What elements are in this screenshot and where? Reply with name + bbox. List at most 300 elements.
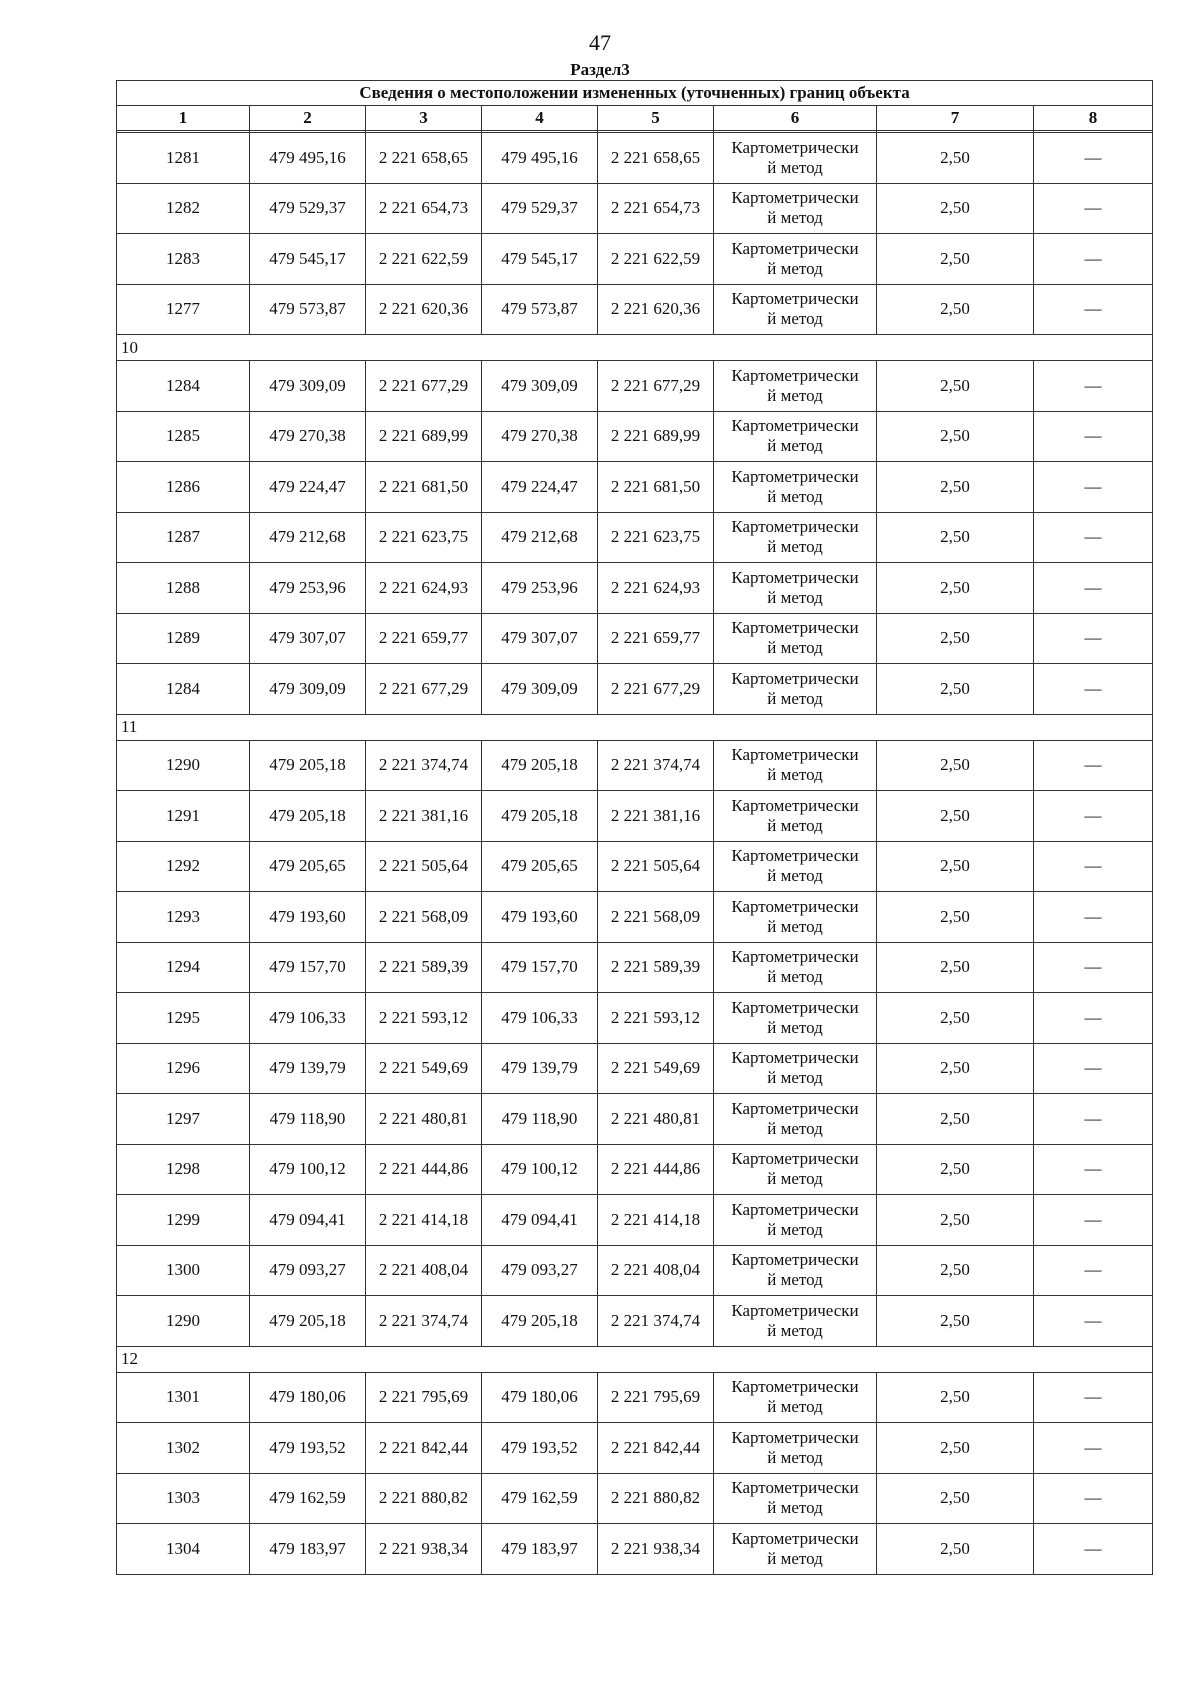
accuracy-cell: 2,50 [877, 1372, 1034, 1423]
note-cell: — [1034, 1195, 1153, 1246]
y-new-cell: 2 221 658,65 [598, 133, 714, 184]
y-old-cell: 2 221 677,29 [366, 361, 482, 412]
method-cell [714, 411, 877, 462]
method-text: й метод [767, 486, 823, 506]
method-cell [714, 1423, 877, 1474]
point-number-cell: 1289 [117, 613, 250, 664]
point-number-cell: 1286 [117, 462, 250, 513]
note-cell: — [1034, 1144, 1153, 1195]
method-text: Картометрически [731, 416, 859, 436]
point-number-cell: 1290 [117, 1296, 250, 1347]
y-new-cell: 2 221 795,69 [598, 1372, 714, 1423]
method-cell [714, 1473, 877, 1524]
y-old-cell: 2 221 677,29 [366, 664, 482, 715]
x-new-cell: 479 224,47 [482, 462, 598, 513]
x-new-cell: 479 205,18 [482, 1296, 598, 1347]
method-text: Картометрически [731, 896, 859, 916]
note-cell: — [1034, 664, 1153, 715]
x-new-cell: 479 205,18 [482, 740, 598, 791]
x-new-cell: 479 100,12 [482, 1144, 598, 1195]
table-row [117, 1094, 1153, 1145]
y-old-cell: 2 221 624,93 [366, 563, 482, 614]
group-row [117, 335, 1153, 361]
x-old-cell: 479 093,27 [250, 1245, 366, 1296]
x-old-cell: 479 193,60 [250, 892, 366, 943]
method-text: Картометрически [731, 745, 859, 765]
method-text: Картометрически [731, 238, 859, 258]
table-row [117, 1195, 1153, 1246]
note-cell: — [1034, 1043, 1153, 1094]
method-cell [714, 1245, 877, 1296]
accuracy-cell: 2,50 [877, 183, 1034, 234]
accuracy-cell: 2,50 [877, 1473, 1034, 1524]
x-new-cell: 479 162,59 [482, 1473, 598, 1524]
table-row [117, 1296, 1153, 1347]
point-number-cell: 1293 [117, 892, 250, 943]
method-cell [714, 841, 877, 892]
point-number-cell: 1302 [117, 1423, 250, 1474]
note-cell: — [1034, 1296, 1153, 1347]
y-new-cell: 2 221 681,50 [598, 462, 714, 513]
y-old-cell: 2 221 381,16 [366, 791, 482, 842]
y-new-cell: 2 221 480,81 [598, 1094, 714, 1145]
y-new-cell: 2 221 374,74 [598, 1296, 714, 1347]
point-number-cell: 1304 [117, 1524, 250, 1575]
x-old-cell: 479 205,18 [250, 740, 366, 791]
method-cell [714, 462, 877, 513]
y-new-cell: 2 221 408,04 [598, 1245, 714, 1296]
x-old-cell: 479 205,18 [250, 791, 366, 842]
method-text: й метод [767, 1320, 823, 1340]
point-number-cell: 1297 [117, 1094, 250, 1145]
y-new-cell: 2 221 414,18 [598, 1195, 714, 1246]
y-old-cell: 2 221 444,86 [366, 1144, 482, 1195]
y-new-cell: 2 221 842,44 [598, 1423, 714, 1474]
x-new-cell: 479 094,41 [482, 1195, 598, 1246]
x-new-cell: 479 307,07 [482, 613, 598, 664]
note-cell: — [1034, 563, 1153, 614]
accuracy-cell: 2,50 [877, 563, 1034, 614]
y-old-cell: 2 221 659,77 [366, 613, 482, 664]
note-cell: — [1034, 791, 1153, 842]
table-row [117, 1524, 1153, 1575]
y-new-cell: 2 221 938,34 [598, 1524, 714, 1575]
y-old-cell: 2 221 938,34 [366, 1524, 482, 1575]
accuracy-cell: 2,50 [877, 512, 1034, 563]
y-old-cell: 2 221 622,59 [366, 234, 482, 285]
method-cell [714, 284, 877, 335]
x-new-cell: 479 270,38 [482, 411, 598, 462]
column-numbers-row [117, 106, 1153, 131]
y-new-cell: 2 221 659,77 [598, 613, 714, 664]
x-old-cell: 479 183,97 [250, 1524, 366, 1575]
accuracy-cell: 2,50 [877, 361, 1034, 412]
y-new-cell: 2 221 677,29 [598, 361, 714, 412]
method-text: Картометрически [731, 1427, 859, 1447]
method-text: Картометрически [731, 947, 859, 967]
table-row [117, 1372, 1153, 1423]
method-text: й метод [767, 1270, 823, 1290]
x-new-cell: 479 253,96 [482, 563, 598, 614]
accuracy-cell: 2,50 [877, 613, 1034, 664]
note-cell: — [1034, 1423, 1153, 1474]
x-new-cell: 479 106,33 [482, 993, 598, 1044]
x-new-cell: 479 118,90 [482, 1094, 598, 1145]
accuracy-cell: 2,50 [877, 942, 1034, 993]
x-new-cell: 479 193,52 [482, 1423, 598, 1474]
method-cell [714, 1144, 877, 1195]
y-new-cell: 2 221 444,86 [598, 1144, 714, 1195]
y-new-cell: 2 221 689,99 [598, 411, 714, 462]
method-text: й метод [767, 1397, 823, 1417]
point-number-cell: 1291 [117, 791, 250, 842]
y-new-cell: 2 221 880,82 [598, 1473, 714, 1524]
page-number: 47 [589, 30, 611, 55]
point-number-cell: 1284 [117, 361, 250, 412]
y-new-cell: 2 221 624,93 [598, 563, 714, 614]
y-old-cell: 2 221 408,04 [366, 1245, 482, 1296]
y-new-cell: 2 221 620,36 [598, 284, 714, 335]
method-text: Картометрически [731, 466, 859, 486]
note-cell: — [1034, 284, 1153, 335]
x-old-cell: 479 157,70 [250, 942, 366, 993]
group-label: 12 [117, 1346, 1153, 1372]
method-cell [714, 563, 877, 614]
point-number-cell: 1283 [117, 234, 250, 285]
method-text: й метод [767, 309, 823, 329]
y-old-cell: 2 221 654,73 [366, 183, 482, 234]
note-cell: — [1034, 1094, 1153, 1145]
method-text: Картометрически [731, 1377, 859, 1397]
method-text: Картометрически [731, 517, 859, 537]
y-new-cell: 2 221 593,12 [598, 993, 714, 1044]
column-number: 7 [877, 106, 1034, 131]
note-cell: — [1034, 1372, 1153, 1423]
y-old-cell: 2 221 593,12 [366, 993, 482, 1044]
table-row [117, 1144, 1153, 1195]
note-cell: — [1034, 361, 1153, 412]
table-row [117, 411, 1153, 462]
y-old-cell: 2 221 620,36 [366, 284, 482, 335]
column-number: 4 [482, 106, 598, 131]
x-old-cell: 479 253,96 [250, 563, 366, 614]
x-old-cell: 479 100,12 [250, 1144, 366, 1195]
method-text: й метод [767, 1118, 823, 1138]
x-old-cell: 479 205,18 [250, 1296, 366, 1347]
table-row [117, 664, 1153, 715]
table-row [117, 841, 1153, 892]
y-new-cell: 2 221 374,74 [598, 740, 714, 791]
method-text: й метод [767, 815, 823, 835]
table-caption-row [117, 81, 1153, 106]
method-text: Картометрически [731, 137, 859, 157]
method-text: й метод [767, 385, 823, 405]
column-number: 3 [366, 106, 482, 131]
accuracy-cell: 2,50 [877, 133, 1034, 184]
x-old-cell: 479 205,65 [250, 841, 366, 892]
x-old-cell: 479 106,33 [250, 993, 366, 1044]
accuracy-cell: 2,50 [877, 993, 1034, 1044]
y-old-cell: 2 221 374,74 [366, 1296, 482, 1347]
table-row [117, 234, 1153, 285]
x-new-cell: 479 180,06 [482, 1372, 598, 1423]
note-cell: — [1034, 512, 1153, 563]
method-text: й метод [767, 638, 823, 658]
method-text: й метод [767, 436, 823, 456]
method-text: й метод [767, 688, 823, 708]
x-new-cell: 479 495,16 [482, 133, 598, 184]
y-old-cell: 2 221 658,65 [366, 133, 482, 184]
x-new-cell: 479 193,60 [482, 892, 598, 943]
accuracy-cell: 2,50 [877, 1195, 1034, 1246]
point-number-cell: 1294 [117, 942, 250, 993]
method-text: Картометрически [731, 618, 859, 638]
method-text: й метод [767, 537, 823, 557]
column-number: 6 [714, 106, 877, 131]
x-new-cell: 479 212,68 [482, 512, 598, 563]
accuracy-cell: 2,50 [877, 664, 1034, 715]
note-cell: — [1034, 841, 1153, 892]
method-text: Картометрически [731, 1149, 859, 1169]
method-text: Картометрически [731, 1048, 859, 1068]
method-cell [714, 1524, 877, 1575]
method-text: Картометрически [731, 846, 859, 866]
y-old-cell: 2 221 568,09 [366, 892, 482, 943]
point-number-cell: 1290 [117, 740, 250, 791]
point-number-cell: 1301 [117, 1372, 250, 1423]
table-row [117, 183, 1153, 234]
method-text: й метод [767, 1068, 823, 1088]
method-text: Картометрически [731, 1478, 859, 1498]
accuracy-cell: 2,50 [877, 740, 1034, 791]
method-text: Картометрически [731, 188, 859, 208]
x-new-cell: 479 573,87 [482, 284, 598, 335]
y-new-cell: 2 221 622,59 [598, 234, 714, 285]
note-cell: — [1034, 942, 1153, 993]
point-number-cell: 1298 [117, 1144, 250, 1195]
point-number-cell: 1299 [117, 1195, 250, 1246]
y-old-cell: 2 221 681,50 [366, 462, 482, 513]
x-old-cell: 479 118,90 [250, 1094, 366, 1145]
x-old-cell: 479 309,09 [250, 361, 366, 412]
table-row [117, 892, 1153, 943]
column-number: 5 [598, 106, 714, 131]
x-old-cell: 479 212,68 [250, 512, 366, 563]
method-cell [714, 1296, 877, 1347]
method-cell [714, 512, 877, 563]
method-cell [714, 664, 877, 715]
point-number-cell: 1282 [117, 183, 250, 234]
method-text: Картометрически [731, 289, 859, 309]
method-text: Картометрически [731, 997, 859, 1017]
y-old-cell: 2 221 414,18 [366, 1195, 482, 1246]
group-label: 10 [117, 335, 1153, 361]
note-cell: — [1034, 462, 1153, 513]
x-old-cell: 479 309,09 [250, 664, 366, 715]
accuracy-cell: 2,50 [877, 411, 1034, 462]
method-text: й метод [767, 1017, 823, 1037]
x-old-cell: 479 495,16 [250, 133, 366, 184]
coordinates-table [116, 80, 1153, 1575]
method-cell [714, 1195, 877, 1246]
x-new-cell: 479 545,17 [482, 234, 598, 285]
y-new-cell: 2 221 381,16 [598, 791, 714, 842]
x-new-cell: 479 309,09 [482, 361, 598, 412]
method-text: й метод [767, 916, 823, 936]
method-text: й метод [767, 866, 823, 886]
point-number-cell: 1292 [117, 841, 250, 892]
point-number-cell: 1285 [117, 411, 250, 462]
method-cell [714, 133, 877, 184]
method-text: й метод [767, 765, 823, 785]
x-new-cell: 479 529,37 [482, 183, 598, 234]
y-old-cell: 2 221 689,99 [366, 411, 482, 462]
table-row [117, 512, 1153, 563]
x-old-cell: 479 094,41 [250, 1195, 366, 1246]
x-old-cell: 479 139,79 [250, 1043, 366, 1094]
note-cell: — [1034, 1245, 1153, 1296]
accuracy-cell: 2,50 [877, 1296, 1034, 1347]
table-body [117, 131, 1153, 1575]
table-row [117, 993, 1153, 1044]
table-row [117, 1423, 1153, 1474]
y-new-cell: 2 221 677,29 [598, 664, 714, 715]
y-old-cell: 2 221 589,39 [366, 942, 482, 993]
method-text: Картометрически [731, 1250, 859, 1270]
table-row [117, 1473, 1153, 1524]
x-new-cell: 479 205,18 [482, 791, 598, 842]
table-row [117, 740, 1153, 791]
method-text: й метод [767, 587, 823, 607]
x-old-cell: 479 180,06 [250, 1372, 366, 1423]
note-cell: — [1034, 1473, 1153, 1524]
table-row [117, 133, 1153, 184]
method-text: Картометрически [731, 1300, 859, 1320]
x-old-cell: 479 573,87 [250, 284, 366, 335]
method-cell [714, 791, 877, 842]
method-cell [714, 1094, 877, 1145]
x-new-cell: 479 205,65 [482, 841, 598, 892]
method-text: й метод [767, 1447, 823, 1467]
point-number-cell: 1303 [117, 1473, 250, 1524]
x-new-cell: 479 309,09 [482, 664, 598, 715]
table-row [117, 284, 1153, 335]
column-number: 8 [1034, 106, 1153, 131]
group-row [117, 714, 1153, 740]
point-number-cell: 1284 [117, 664, 250, 715]
method-text: й метод [767, 1498, 823, 1518]
point-number-cell: 1300 [117, 1245, 250, 1296]
point-number-cell: 1277 [117, 284, 250, 335]
method-cell [714, 234, 877, 285]
x-old-cell: 479 307,07 [250, 613, 366, 664]
point-number-cell: 1296 [117, 1043, 250, 1094]
note-cell: — [1034, 133, 1153, 184]
method-text: й метод [767, 208, 823, 228]
note-cell: — [1034, 740, 1153, 791]
point-number-cell: 1288 [117, 563, 250, 614]
y-new-cell: 2 221 505,64 [598, 841, 714, 892]
note-cell: — [1034, 1524, 1153, 1575]
method-text: Картометрически [731, 567, 859, 587]
table-row [117, 942, 1153, 993]
method-cell [714, 740, 877, 791]
accuracy-cell: 2,50 [877, 1144, 1034, 1195]
method-text: й метод [767, 1219, 823, 1239]
x-old-cell: 479 545,17 [250, 234, 366, 285]
method-cell [714, 613, 877, 664]
y-old-cell: 2 221 880,82 [366, 1473, 482, 1524]
note-cell: — [1034, 411, 1153, 462]
accuracy-cell: 2,50 [877, 892, 1034, 943]
table-caption: Сведения о местоположении измененных (уточненных) границ объекта [117, 81, 1153, 106]
y-old-cell: 2 221 795,69 [366, 1372, 482, 1423]
method-cell [714, 361, 877, 412]
method-text: Картометрически [731, 365, 859, 385]
table-row [117, 791, 1153, 842]
note-cell: — [1034, 183, 1153, 234]
group-row [117, 1346, 1153, 1372]
x-new-cell: 479 139,79 [482, 1043, 598, 1094]
x-new-cell: 479 157,70 [482, 942, 598, 993]
point-number-cell: 1281 [117, 133, 250, 184]
method-cell [714, 1372, 877, 1423]
accuracy-cell: 2,50 [877, 841, 1034, 892]
method-cell [714, 942, 877, 993]
table-row [117, 563, 1153, 614]
method-text: й метод [767, 967, 823, 987]
y-old-cell: 2 221 623,75 [366, 512, 482, 563]
accuracy-cell: 2,50 [877, 791, 1034, 842]
y-new-cell: 2 221 568,09 [598, 892, 714, 943]
column-number: 1 [117, 106, 250, 131]
column-number: 2 [250, 106, 366, 131]
accuracy-cell: 2,50 [877, 1043, 1034, 1094]
y-new-cell: 2 221 623,75 [598, 512, 714, 563]
method-cell [714, 993, 877, 1044]
accuracy-cell: 2,50 [877, 1094, 1034, 1145]
x-old-cell: 479 162,59 [250, 1473, 366, 1524]
note-cell: — [1034, 892, 1153, 943]
section-title: Раздел3 [570, 60, 630, 79]
y-old-cell: 2 221 374,74 [366, 740, 482, 791]
accuracy-cell: 2,50 [877, 1524, 1034, 1575]
x-old-cell: 479 224,47 [250, 462, 366, 513]
table-row [117, 1245, 1153, 1296]
method-text: Картометрически [731, 668, 859, 688]
table-row [117, 1043, 1153, 1094]
note-cell: — [1034, 234, 1153, 285]
table-row [117, 361, 1153, 412]
method-text: й метод [767, 258, 823, 278]
accuracy-cell: 2,50 [877, 1423, 1034, 1474]
table-row [117, 462, 1153, 513]
x-old-cell: 479 270,38 [250, 411, 366, 462]
method-text: Картометрически [731, 1199, 859, 1219]
x-old-cell: 479 529,37 [250, 183, 366, 234]
method-cell [714, 183, 877, 234]
y-new-cell: 2 221 549,69 [598, 1043, 714, 1094]
method-text: Картометрически [731, 1098, 859, 1118]
accuracy-cell: 2,50 [877, 234, 1034, 285]
note-cell: — [1034, 993, 1153, 1044]
method-text: й метод [767, 1548, 823, 1568]
method-text: й метод [767, 1169, 823, 1189]
accuracy-cell: 2,50 [877, 462, 1034, 513]
y-old-cell: 2 221 505,64 [366, 841, 482, 892]
point-number-cell: 1295 [117, 993, 250, 1044]
point-number-cell: 1287 [117, 512, 250, 563]
